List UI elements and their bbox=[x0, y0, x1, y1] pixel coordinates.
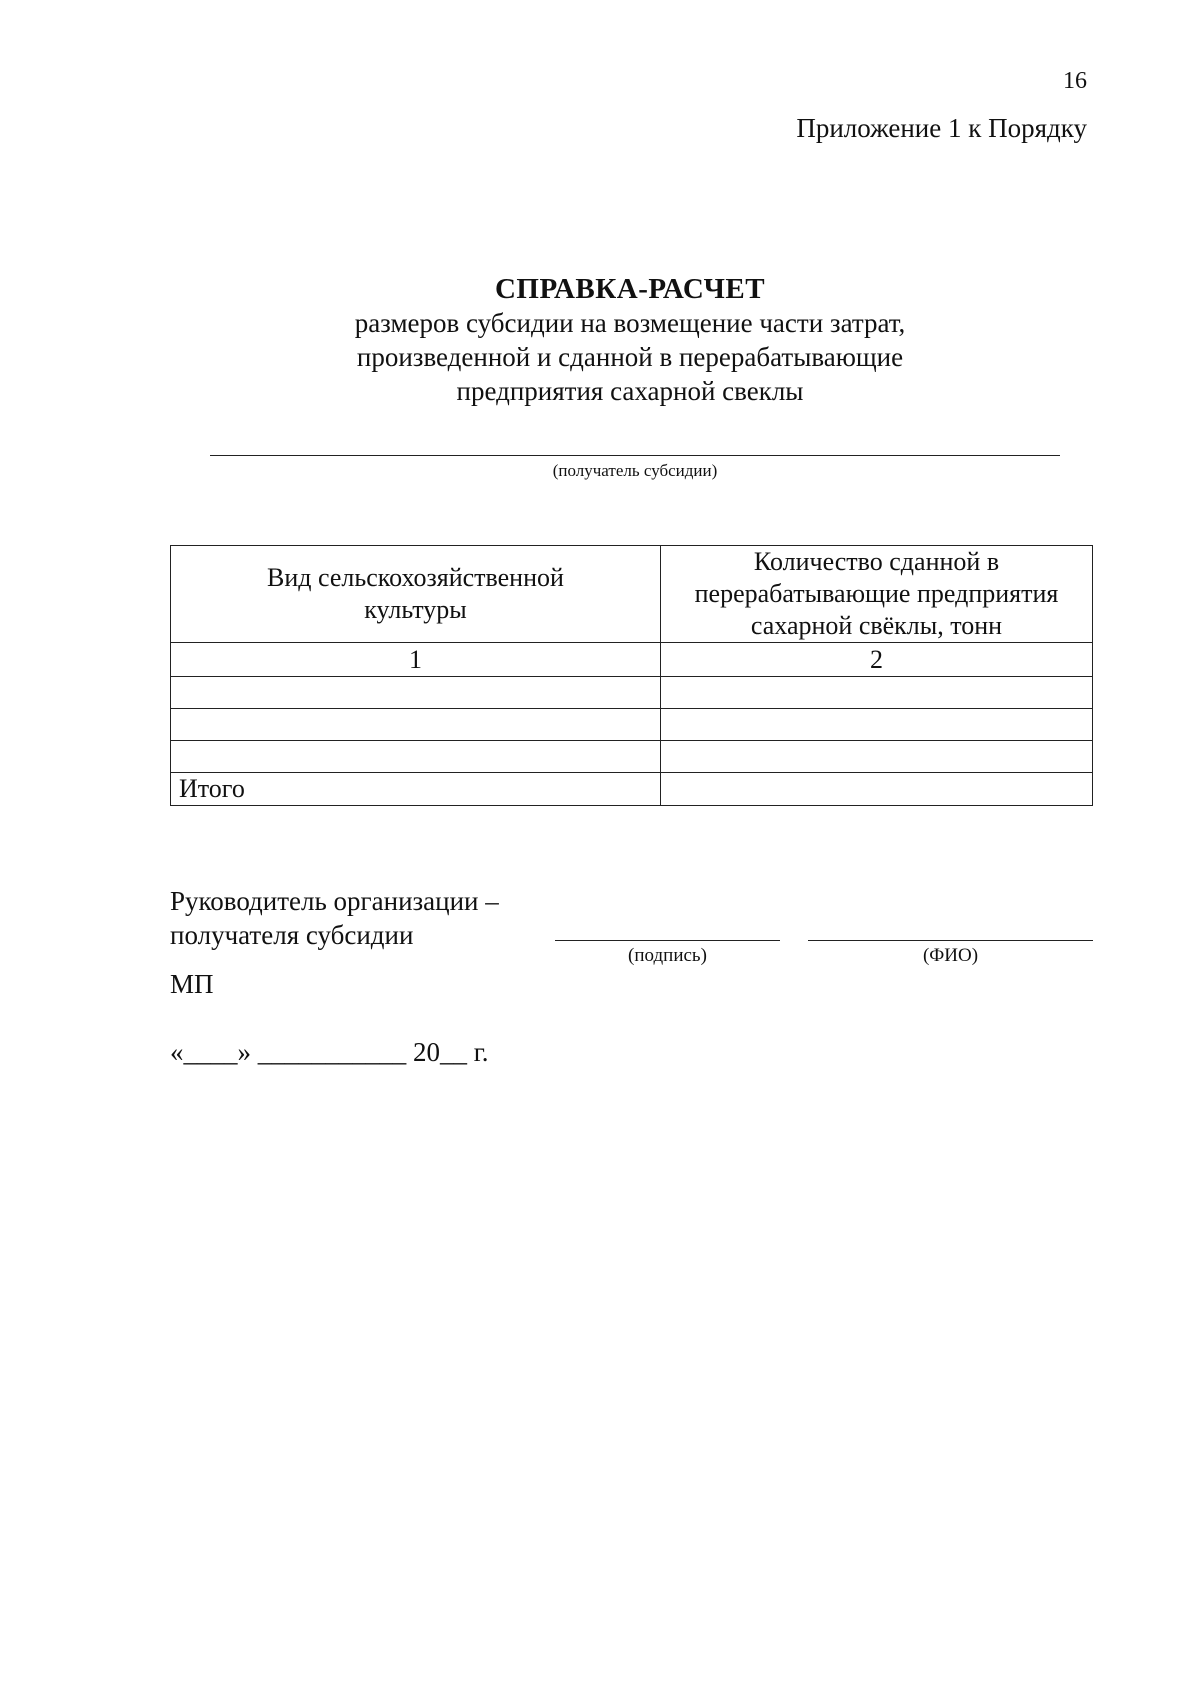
page-number: 16 bbox=[1063, 68, 1087, 94]
column-number-2: 2 bbox=[661, 643, 1093, 677]
table-row bbox=[171, 741, 1093, 773]
recipient-input-line[interactable] bbox=[210, 455, 1060, 456]
column-number-row bbox=[171, 643, 1093, 677]
header-quantity-line-1: Количество сданной в bbox=[753, 547, 1000, 576]
table-cell-crop[interactable] bbox=[171, 709, 661, 741]
full-name-line[interactable] bbox=[808, 940, 1093, 941]
subsidy-table bbox=[170, 545, 1093, 806]
subtitle-line-3: предприятия сахарной свеклы bbox=[456, 376, 804, 406]
title-block bbox=[0, 272, 1200, 408]
header-crop-type-line-2: культуры bbox=[364, 595, 467, 624]
signature-line[interactable] bbox=[555, 940, 780, 941]
header-crop-type bbox=[171, 546, 661, 643]
header-quantity-line-2: перерабатывающие предприятия bbox=[694, 579, 1059, 608]
signature-caption: (подпись) bbox=[628, 945, 707, 966]
table-row bbox=[171, 709, 1093, 741]
annex-label: Приложение 1 к Порядку bbox=[796, 113, 1087, 143]
table-header-row bbox=[171, 546, 1093, 643]
total-label: Итого bbox=[171, 773, 661, 806]
header-quantity bbox=[661, 546, 1093, 643]
table-cell-crop[interactable] bbox=[171, 741, 661, 773]
subtitle-line-1: размеров субсидии на возмещение части затрат, bbox=[354, 308, 906, 338]
table-cell-crop[interactable] bbox=[171, 677, 661, 709]
header-quantity-line-3: сахарной свёклы, тонн bbox=[750, 611, 1003, 640]
document-title: СПРАВКА-РАСЧЕТ bbox=[494, 273, 766, 305]
head-label-line-2: получателя субсидии bbox=[170, 920, 414, 950]
header-crop-type-line-1: Вид сельскохозяйственной bbox=[267, 563, 564, 592]
subtitle-line-2: произведенной и сданной в перерабатывающие bbox=[356, 342, 904, 372]
table-cell-quantity[interactable] bbox=[661, 677, 1093, 709]
date-line: «____» ___________ 20__ г. bbox=[170, 1037, 489, 1067]
total-value-cell[interactable] bbox=[661, 773, 1093, 806]
head-label-line-1: Руководитель организации – bbox=[170, 886, 499, 916]
full-name-caption: (ФИО) bbox=[922, 945, 979, 966]
total-row bbox=[171, 773, 1093, 806]
column-number-1: 1 bbox=[171, 643, 661, 677]
table-row bbox=[171, 677, 1093, 709]
table-cell-quantity[interactable] bbox=[661, 709, 1093, 741]
head-of-organization-label bbox=[170, 884, 499, 952]
stamp-placeholder: МП bbox=[170, 969, 214, 999]
recipient-caption: (получатель субсидии) bbox=[552, 461, 718, 480]
table-cell-quantity[interactable] bbox=[661, 741, 1093, 773]
